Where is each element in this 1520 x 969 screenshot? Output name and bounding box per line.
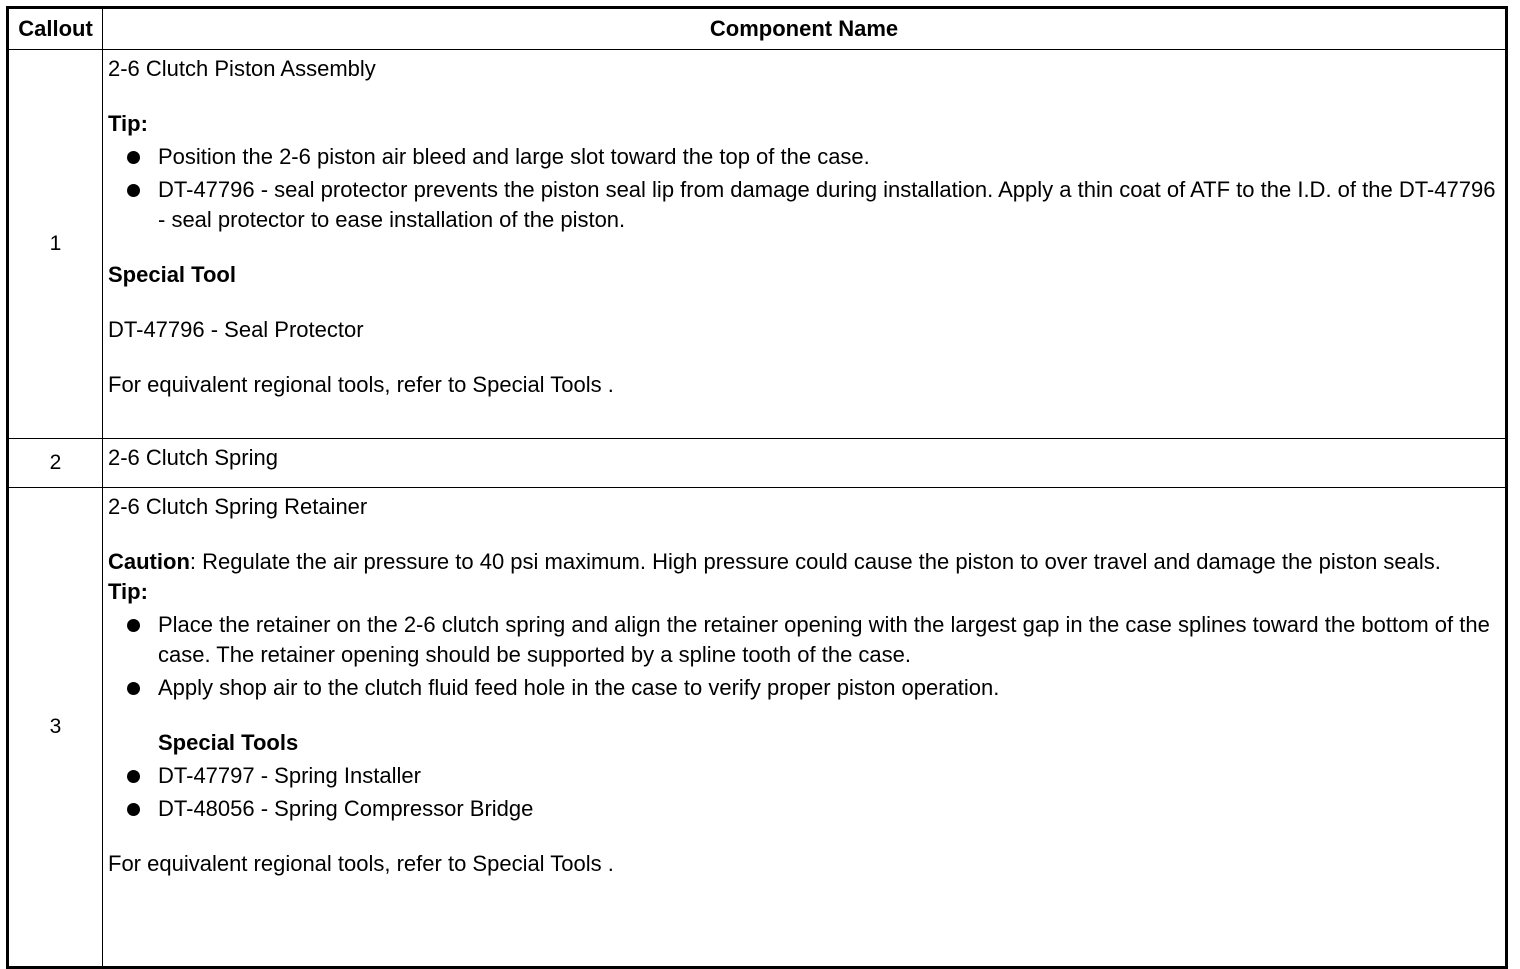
component-title: 2-6 Clutch Spring [108, 445, 278, 470]
tip-list [108, 142, 1499, 235]
list-item: DT-47796 - seal protector prevents the piston seal lip from damage during installation. Apply a thin coat of ATF to the I.D. of the DT-47796 - seal protector to ease installation of the piston. [108, 175, 1499, 235]
table-header-row [8, 8, 1507, 50]
list-item: Position the 2-6 piston air bleed and large slot toward the top of the case. [108, 142, 1499, 172]
component-name-column-header: Component Name [103, 8, 1507, 50]
regional-tools-note: For equivalent regional tools, refer to Special Tools . [108, 851, 614, 876]
tip-list [108, 610, 1499, 703]
special-tools-label: Special Tools [158, 730, 299, 755]
special-tools-list [108, 761, 1499, 824]
list-item: Place the retainer on the 2-6 clutch spring and align the retainer opening with the largest gap in the case splines toward the bottom of the case. The retainer opening should be supported by a spline tooth of the case. [108, 610, 1499, 670]
table-row [8, 488, 1507, 968]
callout-number: 1 [8, 50, 103, 439]
list-item: Apply shop air to the clutch fluid feed hole in the case to verify proper piston operation. [108, 673, 1499, 703]
callout-number: 2 [8, 439, 103, 488]
component-title: 2-6 Clutch Spring Retainer [108, 494, 368, 519]
callout-number: 3 [8, 488, 103, 968]
component-cell [103, 439, 1507, 488]
regional-tools-note: For equivalent regional tools, refer to Special Tools . [108, 372, 614, 397]
special-tool-item: DT-47796 - Seal Protector [108, 317, 364, 342]
tip-label: Tip: [108, 579, 148, 604]
component-table [6, 6, 1508, 969]
caution-label: Caution [108, 549, 190, 574]
caution-note [108, 547, 1499, 577]
tip-label: Tip: [108, 111, 148, 136]
list-item: DT-48056 - Spring Compressor Bridge [108, 794, 1499, 824]
caution-text: : Regulate the air pressure to 40 psi maximum. High pressure could cause the piston to over travel and damage the piston seals. [189, 549, 1441, 574]
table-row [8, 439, 1507, 488]
special-tool-label: Special Tool [108, 262, 236, 287]
table-row [8, 50, 1507, 439]
component-title: 2-6 Clutch Piston Assembly [108, 56, 376, 81]
list-item: DT-47797 - Spring Installer [108, 761, 1499, 791]
component-cell [103, 50, 1507, 439]
component-cell [103, 488, 1507, 968]
callout-column-header: Callout [8, 8, 103, 50]
